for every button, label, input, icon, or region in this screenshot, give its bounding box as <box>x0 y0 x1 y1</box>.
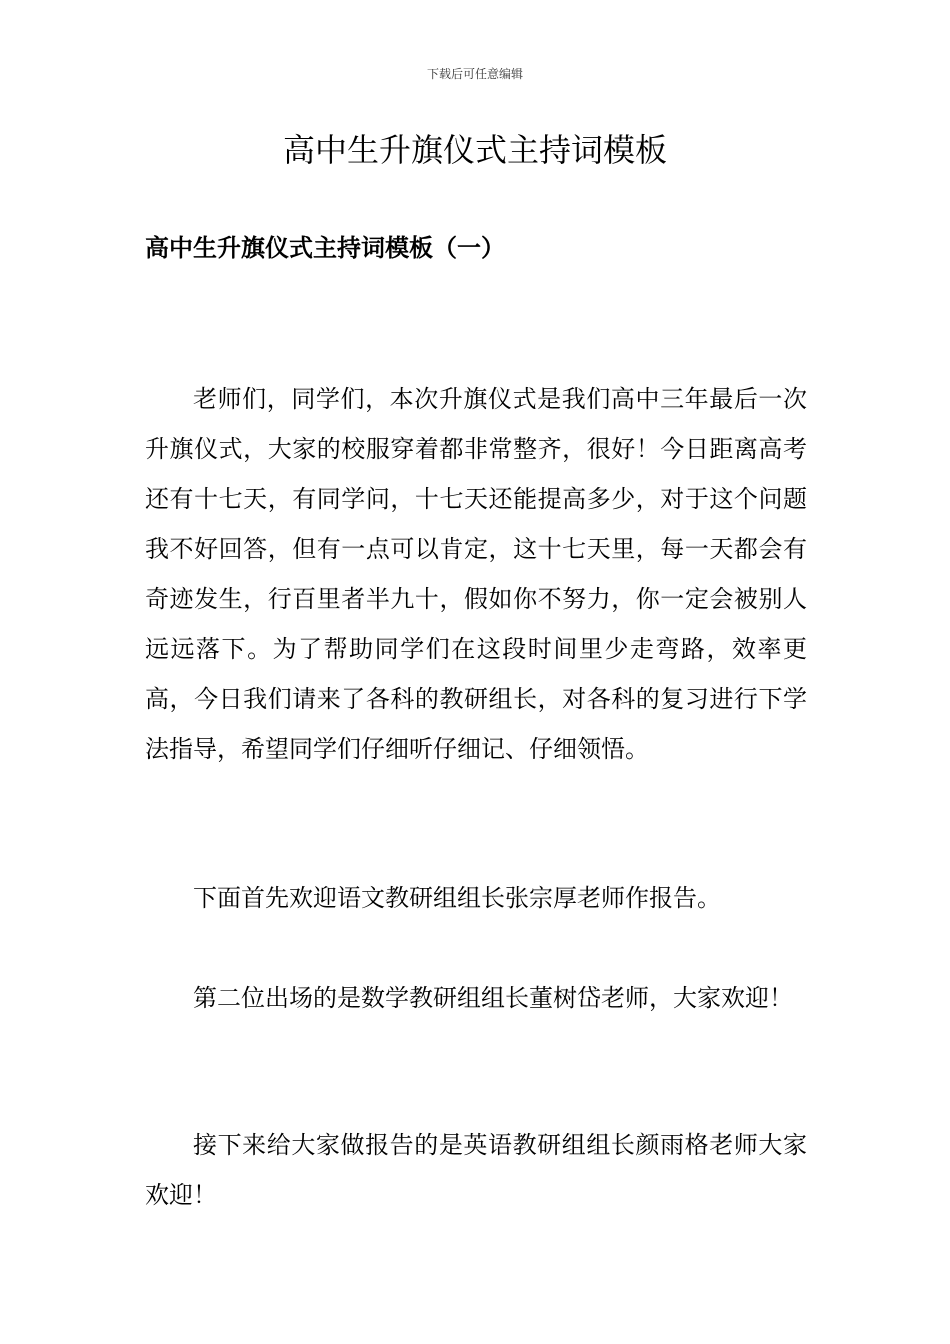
body-paragraph-chinese-teacher: 下面首先欢迎语文教研组组长张宗厚老师作报告。 <box>193 884 721 912</box>
section-title: 高中生升旗仪式主持词模板（一） <box>145 233 505 262</box>
body-paragraph-intro: 老师们，同学们，本次升旗仪式是我们高中三年最后一次升旗仪式，大家的校服穿着都非常整齐，很好！今日距离高考还有十七天，有同学问，十七天还能提高多少，对于这个问题我不好回答，但有一点可以肯定，这十七天里，每一天都会有奇迹发生，行百里者半九十，假如你不努力，你一定会被别人远远落下。为了帮助同学们在这段时间里少走弯路，效率更高，今日我们请来了各科的教研组长，对各科的复习进行下学法指导，希望同学们仔细听仔细记、仔细领悟。 <box>145 385 807 763</box>
document-title: 高中生升旗仪式主持词模板 <box>282 131 667 169</box>
header-note: 下载后可任意编辑 <box>426 67 523 81</box>
body-paragraph-english-teacher: 接下来给大家做报告的是英语教研组组长颜雨格老师大家欢迎！ <box>145 1131 807 1209</box>
body-paragraph-math-teacher: 第二位出场的是数学教研组组长董树岱老师，大家欢迎！ <box>193 984 793 1012</box>
